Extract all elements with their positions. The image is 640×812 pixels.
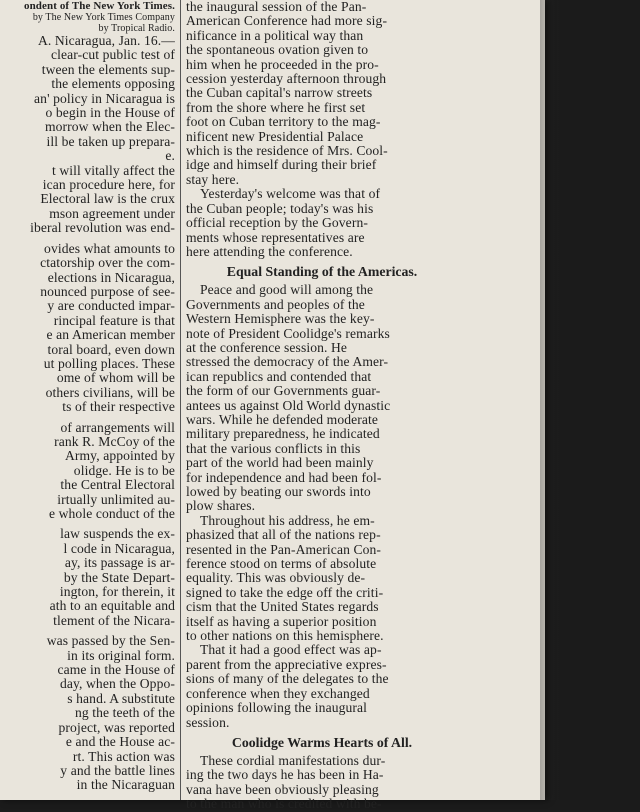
text-line: s hand. A substitute [67, 690, 175, 706]
text-line: plow shares. [186, 498, 256, 514]
text-line: stressed the democracy of the Amer- [186, 354, 389, 370]
text-line: that the various conflicts in this [186, 440, 361, 456]
column-rule [180, 0, 181, 800]
text-line: cession yesterday afternoon through [186, 71, 387, 87]
text-line: ovides what amounts to [44, 240, 175, 256]
text-line: at the conference session. He [186, 339, 348, 355]
text-line: ay, its passage is ar- [64, 555, 175, 571]
text-line: y are conducted impar- [47, 298, 175, 314]
text-line: ome of whom will be [56, 370, 175, 386]
text-line: the Cuban people; today's was his [186, 200, 374, 216]
text-line: lowed by beating our swords into [186, 484, 371, 499]
text-line: Governments and peoples of the [186, 296, 365, 312]
text-line: ing the two days he has been in Ha- [186, 767, 384, 783]
text-line: from the shore where he first set [186, 99, 366, 115]
text-line: conference when they exchanged [186, 685, 370, 701]
text-line: by the State Depart- [63, 569, 175, 585]
text-line: the form of our Governments guar- [186, 383, 381, 399]
text-line: the inaugural session of the Pan- [186, 0, 367, 14]
text-line: tween the elements sup- [41, 61, 175, 77]
text-line: o begin in the House of [45, 105, 175, 121]
text-line: ts of their respective [62, 399, 175, 415]
text-line: rank R. McCoy of the [54, 433, 175, 449]
text-line: session. [186, 714, 230, 730]
text-line: These cordial manifestations dur- [200, 752, 386, 768]
paragraph-5 [186, 643, 458, 729]
text-line: ut polling places. These [43, 355, 175, 371]
text-line: Western Hemisphere was the key- [186, 311, 375, 327]
text-line: ondent of The New York Times. [23, 0, 175, 12]
text-line: ference stood on terms of absolute [186, 556, 377, 572]
text-line: foot on Cuban territory to the mag- [186, 114, 381, 130]
text-line: official reception by the Govern- [186, 215, 368, 231]
text-line: Army, appointed by [64, 448, 175, 464]
text-line: which is the residence of Mrs. Cool- [186, 143, 388, 159]
text-line: ican procedure here, for [42, 177, 175, 193]
paragraph-6 [186, 754, 458, 812]
text-line: ican republics and contended that [186, 368, 372, 384]
paragraph-2 [186, 187, 458, 259]
text-line: mson agreement under [49, 205, 175, 221]
text-line: vana have been obviously pleasing [186, 781, 379, 797]
text-line: ng the teeth of the [74, 705, 175, 721]
text-line: an' policy in Nicaragua is [34, 90, 175, 106]
text-line: y and the battle lines [60, 762, 175, 778]
subheading-equal-standing: Equal Standing of the Americas. [226, 264, 418, 280]
text-line: opinions following the inaugural [186, 700, 368, 716]
text-line: equality. This was obviously de- [186, 570, 366, 586]
text-line: in the Nicaraguan [76, 777, 175, 793]
text-line: by The New York Times Company [32, 12, 175, 23]
text-line: ington, for therein, it [59, 584, 175, 600]
text-line: olidge. He is to be [73, 462, 175, 478]
text-line: ath to an equitable and [49, 598, 175, 614]
text-line: ctatorship over the com- [40, 255, 175, 271]
text-line: parent from the appreciative expres- [186, 656, 387, 672]
text-line: elections in Nicaragua, [47, 269, 175, 285]
text-line: the elements opposing [51, 76, 175, 92]
text-line: the Cuban capital's narrow streets [186, 85, 373, 101]
paragraph-4 [186, 514, 458, 644]
paragraph-3 [186, 283, 458, 514]
text-line: toral board, even down [47, 341, 175, 357]
text-line: e and the House ac- [65, 734, 175, 750]
text-line: to the man who is credited with be- [186, 796, 382, 812]
text-line: military preparedness, he indicated [186, 426, 380, 442]
text-line: him when he proceeded in the pro- [186, 56, 379, 72]
text-line: e. [165, 148, 175, 164]
text-line: of arrangements will [60, 419, 175, 435]
text-line: others civilians, will be [45, 384, 175, 400]
text-line: signed to take the edge off the criti- [186, 584, 384, 600]
text-line: the Central Electoral [60, 477, 175, 493]
subheading-coolidge-warms: Coolidge Warms Hearts of All. [231, 734, 413, 750]
page-edge-shadow [540, 0, 560, 800]
text-line: day, when the Oppo- [59, 676, 175, 692]
text-line: in its original form. [67, 647, 175, 663]
text-line: Peace and good will among the [200, 282, 374, 298]
text-line: Yesterday's welcome was that of [200, 186, 381, 202]
text-line: resented in the Pan-American Con- [186, 541, 382, 557]
text-line: nificance in a political way than [186, 27, 364, 43]
text-line: t will vitally affect the [51, 162, 175, 178]
text-line: nounced purpose of see- [40, 283, 175, 299]
text-line: phasized that all of the nations rep- [186, 527, 381, 543]
text-line: here attending the conference. [186, 243, 353, 259]
text-line: sions of many of the delegates to the [186, 671, 389, 687]
text-line: idge and himself during their brief [186, 157, 377, 173]
text-line: l code in Nicaragua, [63, 540, 175, 556]
text-line: to other nations on this hemisphere. [186, 628, 384, 644]
text-line: American Conference had more sig- [186, 13, 388, 29]
text-line: ill be taken up prepara- [46, 133, 175, 149]
text-line: note of President Coolidge's remarks [186, 325, 390, 341]
text-line: Throughout his address, he em- [200, 512, 375, 528]
text-line: itself as having a superior position [186, 613, 377, 629]
text-line: cism that the United States regards [186, 599, 379, 615]
right-column [186, 0, 458, 812]
text-line: law suspends the ex- [60, 526, 175, 542]
text-line: clear-cut public test of [50, 47, 175, 63]
text-line: was passed by the Sen- [46, 633, 175, 649]
text-line: morrow when the Elec- [44, 119, 175, 135]
text-line: A. Nicaragua, Jan. 16.— [37, 33, 175, 48]
text-line: e an American member [46, 327, 175, 343]
text-line: irtually unlimited au- [57, 491, 175, 507]
text-line: wars. While he defended moderate [186, 411, 379, 427]
text-line: ments whose representatives are [186, 229, 365, 245]
text-line: stay here. [186, 171, 240, 187]
text-line: by Tropical Radio. [98, 23, 175, 34]
text-line: tlement of the Nicara- [53, 612, 175, 628]
text-line: iberal revolution was end- [30, 220, 175, 236]
text-line: rincipal feature is that [53, 312, 175, 328]
paragraph-1 [186, 0, 458, 187]
text-line: antees us against Old World dynastic [186, 397, 391, 413]
text-line: part of the world had been mainly [186, 455, 374, 471]
text-line: That it had a good effect was ap- [200, 642, 382, 658]
text-line: nificent new Presidential Palace [186, 128, 364, 144]
text-line: Electoral law is the crux [40, 191, 175, 207]
text-line: e whole conduct of the [48, 506, 175, 521]
left-column [0, 0, 175, 800]
text-line: came in the House of [57, 662, 175, 678]
text-line: for independence and had been fol- [186, 469, 382, 485]
text-line: rt. This action was [72, 748, 175, 764]
text-line: project, was reported [58, 719, 175, 735]
text-line: the spontaneous ovation given to [186, 42, 369, 58]
